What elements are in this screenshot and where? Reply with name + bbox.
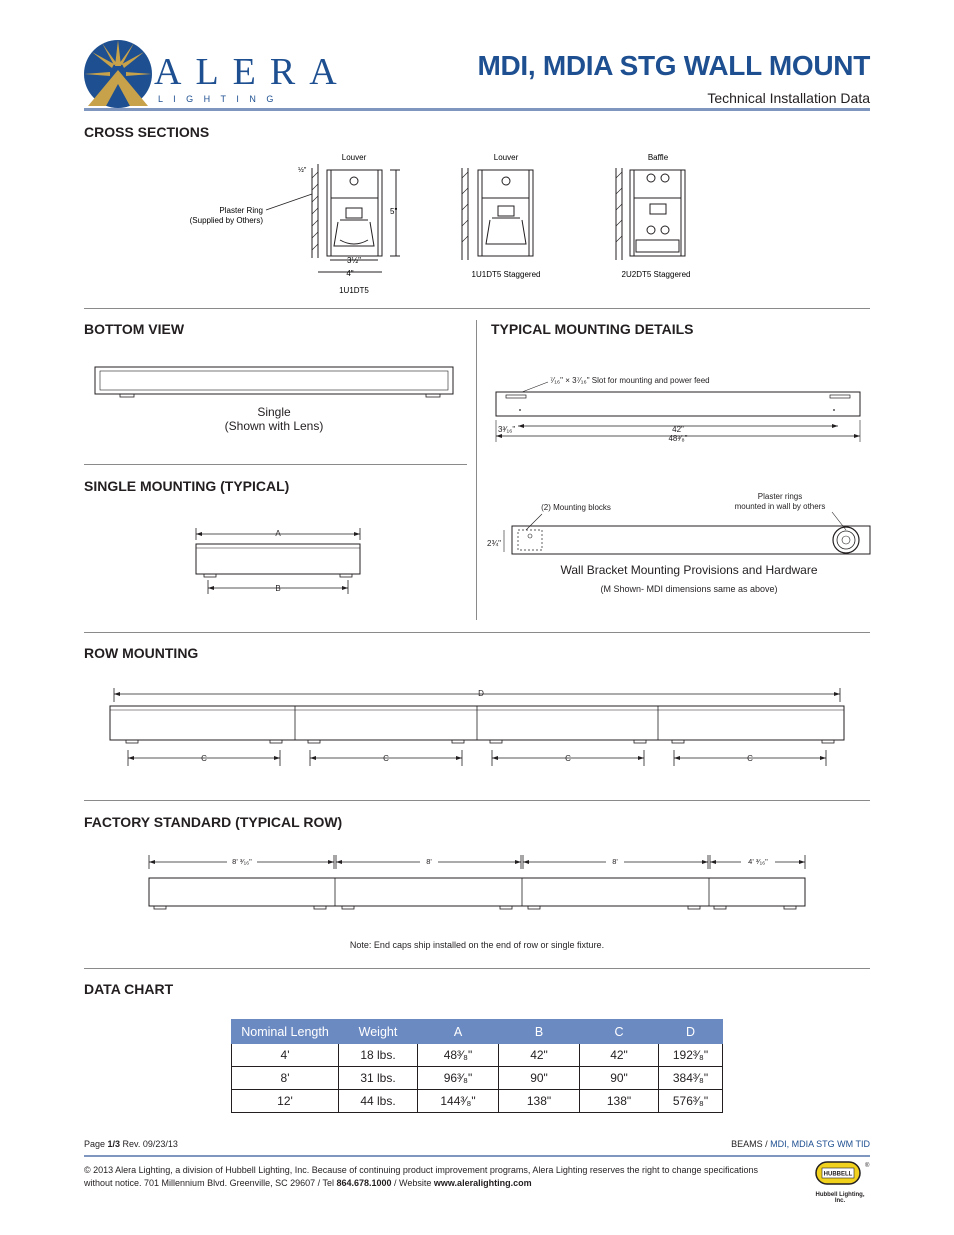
footer-copyright: [84, 1164, 784, 1190]
row-dim-d: D: [478, 689, 484, 698]
table-row: [232, 1090, 723, 1113]
table-cell: 42": [580, 1044, 659, 1067]
svg-text:®: ®: [865, 1163, 870, 1169]
cross-dim-4: 4": [346, 269, 354, 278]
table-row: [232, 1044, 723, 1067]
table-row: [232, 1067, 723, 1090]
footer-rule: [84, 1155, 870, 1157]
table-header-row: [232, 1020, 723, 1044]
factory-dim-1: 8' ³⁄₁₆": [232, 857, 252, 866]
divider-bottom-single: [84, 464, 467, 465]
cross-section-3: [616, 168, 685, 260]
hubbell-logo: [810, 1160, 872, 1204]
cross-sections-drawing: [170, 148, 730, 298]
svg-text:HUBBELL: HUBBELL: [823, 1171, 853, 1178]
plaster-rings-1: Plaster rings: [757, 492, 803, 501]
factory-dim-2: 8': [426, 857, 432, 866]
section-factory-standard: FACTORY STANDARD (TYPICAL ROW): [84, 814, 343, 830]
row-dim-c-2: C: [383, 754, 389, 763]
cross-section-2: [462, 168, 533, 260]
hubbell-text: Hubbell Lighting, Inc.: [815, 1192, 865, 1204]
footer-page-info: [84, 1138, 178, 1151]
row-mounting-drawing: [104, 684, 849, 774]
footer-website-link[interactable]: www.aleralighting.com: [433, 1178, 532, 1188]
cross-label-2: Louver: [493, 153, 519, 162]
cross-caption-3: 2U2DT5 Staggered: [621, 270, 691, 279]
table-cell: 48³⁄₈": [418, 1044, 499, 1067]
col-header-c: C: [580, 1020, 659, 1044]
table-cell: 42": [499, 1044, 580, 1067]
plaster-ring-label: Plaster Ring: [219, 206, 263, 215]
alera-logo: [82, 40, 351, 110]
table-cell: 576³⁄₈": [659, 1090, 723, 1113]
factory-standard-drawing: [142, 852, 812, 916]
brand-subtitle: L I G H T I N G: [158, 94, 278, 104]
footer-rev: Rev. 09/23/13: [120, 1139, 178, 1149]
mount-blocks-label: (2) Mounting blocks: [541, 503, 611, 512]
section-cross-sections: CROSS SECTIONS: [84, 124, 210, 140]
bottom-caption-1: Single: [257, 405, 291, 419]
brand-name: ALERA: [154, 51, 351, 93]
table-cell: 90": [580, 1067, 659, 1090]
bracket-note: (M Shown- MDI dimensions same as above): [600, 584, 778, 594]
table-cell: 144³⁄₈": [418, 1090, 499, 1113]
dim-48: 48³⁄₈": [668, 434, 688, 443]
cross-dim-half: ½": [298, 167, 307, 174]
table-cell: 96³⁄₈": [418, 1067, 499, 1090]
table-cell: 192³⁄₈": [659, 1044, 723, 1067]
footer-copy-line-2: [84, 1177, 784, 1190]
divider-2: [84, 632, 870, 633]
factory-dim-4: 4' ³⁄₁₆": [748, 857, 768, 866]
row-dim-c-1: C: [201, 754, 207, 763]
single-dim-a: A: [275, 529, 281, 538]
footer-copy-line-2a: without notice. 701 Millennium Blvd. Greenville, SC 29607 / Tel: [84, 1178, 337, 1188]
cross-dim-3half: 3½": [347, 256, 361, 265]
col-header-b: B: [499, 1020, 580, 1044]
hubbell-badge-icon: [810, 1160, 872, 1186]
table-cell: 18 lbs.: [339, 1044, 418, 1067]
single-mounting-drawing: [188, 522, 368, 598]
row-dim-c-3: C: [565, 754, 571, 763]
table-cell: 44 lbs.: [339, 1090, 418, 1113]
section-single-mounting: SINGLE MOUNTING (TYPICAL): [84, 478, 290, 494]
table-cell: 12': [232, 1090, 339, 1113]
divider-4: [84, 968, 870, 969]
footer-doc-prefix: BEAMS /: [731, 1139, 771, 1149]
vertical-divider: [476, 320, 477, 620]
cross-label-1: Louver: [341, 153, 367, 162]
section-typical-mounting: TYPICAL MOUNTING DETAILS: [491, 321, 694, 337]
typical-mounting-drawing: [482, 370, 872, 610]
dim-left: 3³⁄₁₆": [498, 425, 516, 434]
bracket-title: Wall Bracket Mounting Provisions and Hardware: [560, 563, 818, 577]
table-cell: 31 lbs.: [339, 1067, 418, 1090]
divider-3: [84, 800, 870, 801]
footer-doc-name: MDI, MDIA STG WM TID: [770, 1139, 870, 1149]
table-cell: 384³⁄₈": [659, 1067, 723, 1090]
single-dim-b: B: [275, 584, 281, 593]
table-cell: 4': [232, 1044, 339, 1067]
cross-caption-1: 1U1DT5: [339, 286, 369, 295]
footer-copy-line-2b: / Website: [391, 1178, 434, 1188]
section-bottom-view: BOTTOM VIEW: [84, 321, 185, 337]
cross-caption-2: 1U1DT5 Staggered: [471, 270, 541, 279]
footer-doc-id: [731, 1138, 870, 1151]
bottom-view-drawing: [90, 362, 460, 402]
header-rule: [84, 108, 870, 111]
table-cell: 138": [499, 1090, 580, 1113]
page-subtitle: Technical Installation Data: [707, 90, 870, 106]
section-data-chart: DATA CHART: [84, 981, 174, 997]
factory-dim-3: 8': [612, 857, 618, 866]
factory-note: Note: End caps ship installed on the end of row or single fixture.: [349, 940, 605, 950]
col-header-a: A: [418, 1020, 499, 1044]
footer-page-number: 1/3: [107, 1139, 121, 1149]
col-header-d: D: [659, 1020, 723, 1044]
footer-tel: 864.678.1000: [336, 1178, 392, 1188]
plaster-ring-supplied: (Supplied by Others): [189, 216, 263, 225]
table-cell: 90": [499, 1067, 580, 1090]
col-header-nominal-length: Nominal Length: [232, 1020, 339, 1044]
slot-label: ⁷⁄₁₆" × 3⁷⁄₁₆" Slot for mounting and power feed: [550, 376, 710, 385]
dim-side: 2¾": [487, 539, 501, 548]
cross-dim-5: 5": [390, 207, 398, 216]
table-cell: 138": [580, 1090, 659, 1113]
footer-page-prefix: Page: [84, 1139, 108, 1149]
bottom-caption-2: (Shown with Lens): [224, 419, 324, 433]
data-chart-table: [231, 1019, 723, 1113]
row-dim-c-4: C: [747, 754, 753, 763]
table-cell: 8': [232, 1067, 339, 1090]
divider-1: [84, 308, 870, 309]
plaster-rings-2: mounted in wall by others: [734, 502, 826, 511]
section-row-mounting: ROW MOUNTING: [84, 645, 199, 661]
cross-label-3: Baffle: [647, 153, 669, 162]
page-title: MDI, MDIA STG WALL MOUNT: [477, 50, 870, 81]
col-header-weight: Weight: [339, 1020, 418, 1044]
dim-42: 42": [672, 425, 684, 434]
footer-copy-line-1: © 2013 Alera Lighting, a division of Hubbell Lighting, Inc. Because of continuing product improvement programs, Alera Lighting reserves the right to change specifications: [84, 1165, 759, 1175]
